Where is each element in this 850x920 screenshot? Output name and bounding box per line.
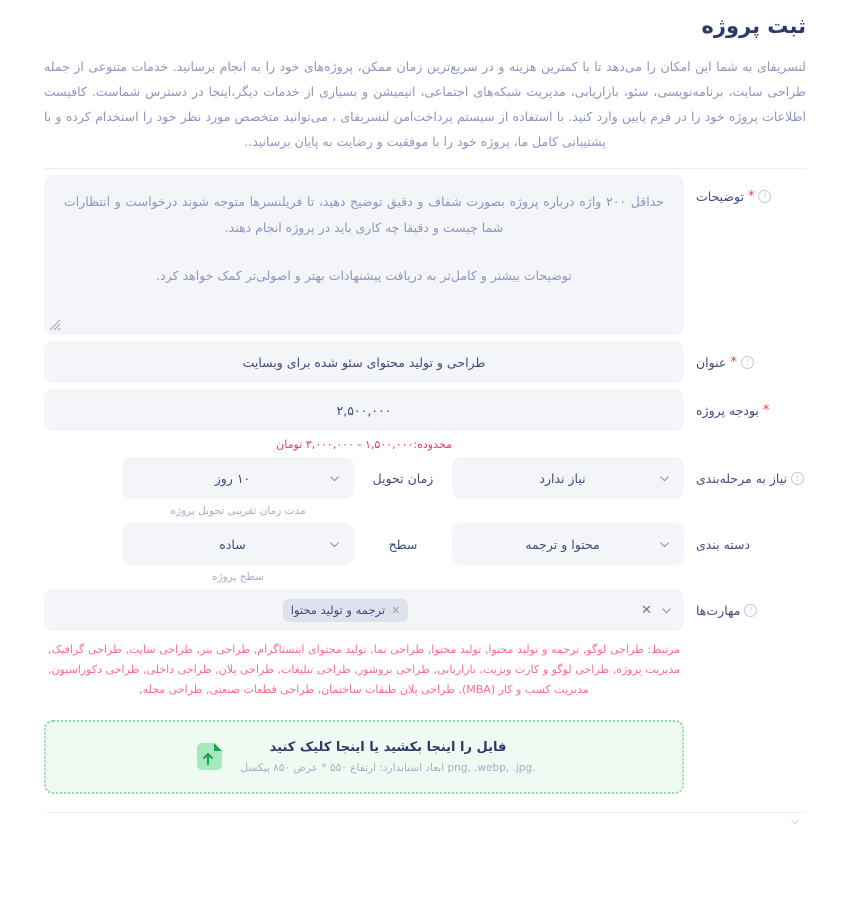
category-label xyxy=(684,523,806,552)
upload-label-spacer xyxy=(684,706,806,720)
budget-input[interactable]: ۲,۵۰۰,۰۰۰ xyxy=(44,389,684,431)
delivery-select[interactable] xyxy=(122,457,354,499)
budget-range-hint: محدوده:۱,۵۰۰,۰۰۰ - ۳,۰۰۰,۰۰۰ تومان xyxy=(276,438,452,451)
level-select-col xyxy=(122,523,354,583)
milestone-select-col xyxy=(452,457,684,499)
category-row xyxy=(44,523,806,583)
required-marker: * xyxy=(747,189,755,204)
title-label-text: عنوان xyxy=(696,355,727,370)
category-value: محتوا و ترجمه xyxy=(525,536,600,552)
file-dropzone[interactable] xyxy=(44,720,684,794)
milestone-select[interactable] xyxy=(452,457,684,499)
intro-paragraph: لنسریفای به شما این امکان را می‌دهد تا با کمترین هزینه و در سریع‌ترین زمان ممکن، پروژه‌های خود را به انجام برسانید. خدمات متنوعی از جمله طراحی سایت، برنامه‌نویسی، سئو، بازاریابی، مدیریت شبکه‌های اجتماعی، انیمیشن و بسیاری از خدمات دیگر،اینجا در دسترس شماست. کافیست اطلاعات پروژه خود را در فرم پایین وارد کنید. با استفاده از سیستم پرداخت‌امن لنسریفای ، می‌توانید متخصص مورد نظر خود را استخدام کرده و با پشتیبانی کامل ما، پروژه خود را با موفقیت و رضایت به پایان برسانید.. xyxy=(44,59,806,149)
milestone-label xyxy=(684,457,806,486)
budget-label-text: بودجه پروژه xyxy=(696,403,759,418)
skills-field-col xyxy=(44,589,684,700)
header-divider xyxy=(44,168,806,169)
milestone-row xyxy=(44,457,806,517)
title-row xyxy=(44,341,806,383)
category-level-group xyxy=(44,523,684,583)
category-select[interactable] xyxy=(452,523,684,565)
budget-label xyxy=(684,389,806,418)
info-circle-icon[interactable]: ! xyxy=(741,356,754,369)
chevron-down-icon[interactable] xyxy=(661,605,672,616)
description-label xyxy=(684,175,806,204)
related-skills-text: مرتبط: طراحی لوگو, ترجمه و تولید محتوا, تولید محتوا, طراحی نما, تولید محتوای اینستاگرام, طراحی بنر, طراحی سایت, طراحی گرافیک, مدیریت پروژه, طراحی لوگو و کارت ویزیت, بازاریابی, طراحی بروشور, طراحی تبلیغات, طراحی پلان, طراحی داخلی, طراحی دکوراسیون, مدیریت کسب و کار (MBA), طراحی پلان طبقات ساختمان, طراحی قطعات صنعتی, طراحی مجله, xyxy=(48,643,680,696)
budget-field-col xyxy=(44,389,684,451)
chevron-down-icon xyxy=(329,539,340,550)
level-value: ساده xyxy=(219,536,246,552)
budget-row xyxy=(44,389,806,451)
next-section-peek xyxy=(44,813,806,831)
resize-handle-icon[interactable] xyxy=(49,319,61,331)
chevron-down-icon xyxy=(659,473,670,484)
title-input[interactable]: طراحی و تولید محتوای سئو شده برای وبسایت xyxy=(44,341,684,383)
milestone-label-text: نیاز به مرحله‌بندی xyxy=(696,471,787,486)
description-placeholder-line2: توضیحات بیشتر و کامل‌تر به دریافت پیشنهادات بهتر و اصولی‌تر کمک خواهد کرد. xyxy=(156,268,572,283)
skills-label-text: مهارت‌ها xyxy=(696,603,741,618)
category-select-col xyxy=(452,523,684,565)
dropzone-title: فایل را اینجا بکشید یا اینجا کلیک کنید xyxy=(269,740,507,755)
delivery-label: زمان تحویل xyxy=(372,471,434,486)
skills-label xyxy=(684,589,806,618)
info-circle-icon[interactable]: ! xyxy=(791,472,804,485)
skills-chip-list xyxy=(56,599,635,622)
level-hint: سطح پروژه xyxy=(212,571,264,583)
chevron-down-icon xyxy=(659,539,670,550)
milestone-delivery-group xyxy=(44,457,684,517)
title-label xyxy=(684,341,806,370)
dropzone-subtitle: .png, .webp, .jpg ابعاد استاندارد: ارتفاع ۵۵۰ * عرض ۸۵۰ پیکسل xyxy=(240,762,536,774)
chevron-down-icon xyxy=(329,473,340,484)
info-circle-icon[interactable]: ! xyxy=(744,604,757,617)
skills-multiselect[interactable] xyxy=(44,589,684,631)
description-field-col xyxy=(44,175,684,335)
info-circle-icon[interactable]: ! xyxy=(758,190,771,203)
required-marker: * xyxy=(762,403,770,418)
delivery-hint: مدت زمان تقریبی تحویل پروژه xyxy=(170,505,306,517)
close-icon[interactable]: ✕ xyxy=(391,603,401,617)
description-textarea[interactable] xyxy=(44,175,684,335)
chevron-down-icon[interactable] xyxy=(790,817,800,827)
title-field-col xyxy=(44,341,684,383)
upload-row xyxy=(44,706,806,794)
delivery-value: ۱۰ روز xyxy=(214,470,251,486)
description-placeholder xyxy=(64,189,664,289)
category-label-text: دسته بندی xyxy=(696,537,751,552)
required-marker: * xyxy=(730,355,737,370)
skill-chip-label: ترجمه و تولید محتوا xyxy=(290,603,386,617)
milestone-value: نیاز ندارد xyxy=(539,470,586,486)
file-upload-icon xyxy=(193,740,227,774)
skill-chip[interactable] xyxy=(283,599,409,622)
level-select[interactable] xyxy=(122,523,354,565)
description-row xyxy=(44,175,806,335)
skills-actions xyxy=(641,603,672,618)
upload-field-col xyxy=(44,706,684,794)
delivery-select-col xyxy=(122,457,354,517)
page-title: ثبت پروژه xyxy=(701,14,806,38)
skills-row xyxy=(44,589,806,700)
project-form xyxy=(44,175,806,794)
description-placeholder-line1: حداقل ۲۰۰ واژه درباره پروژه بصورت شفاف و دقیق توضیح دهید، تا فریلنسرها متوجه شوند درخواست و انتظارات شما چیست و دقیقا چه کاری باید در پروژه انجام دهند. xyxy=(64,194,664,235)
clear-skills-icon[interactable]: ✕ xyxy=(641,602,652,618)
level-label: سطح xyxy=(388,537,418,552)
dropzone-texts xyxy=(241,740,536,774)
description-label-text: توضیحات xyxy=(696,189,744,204)
